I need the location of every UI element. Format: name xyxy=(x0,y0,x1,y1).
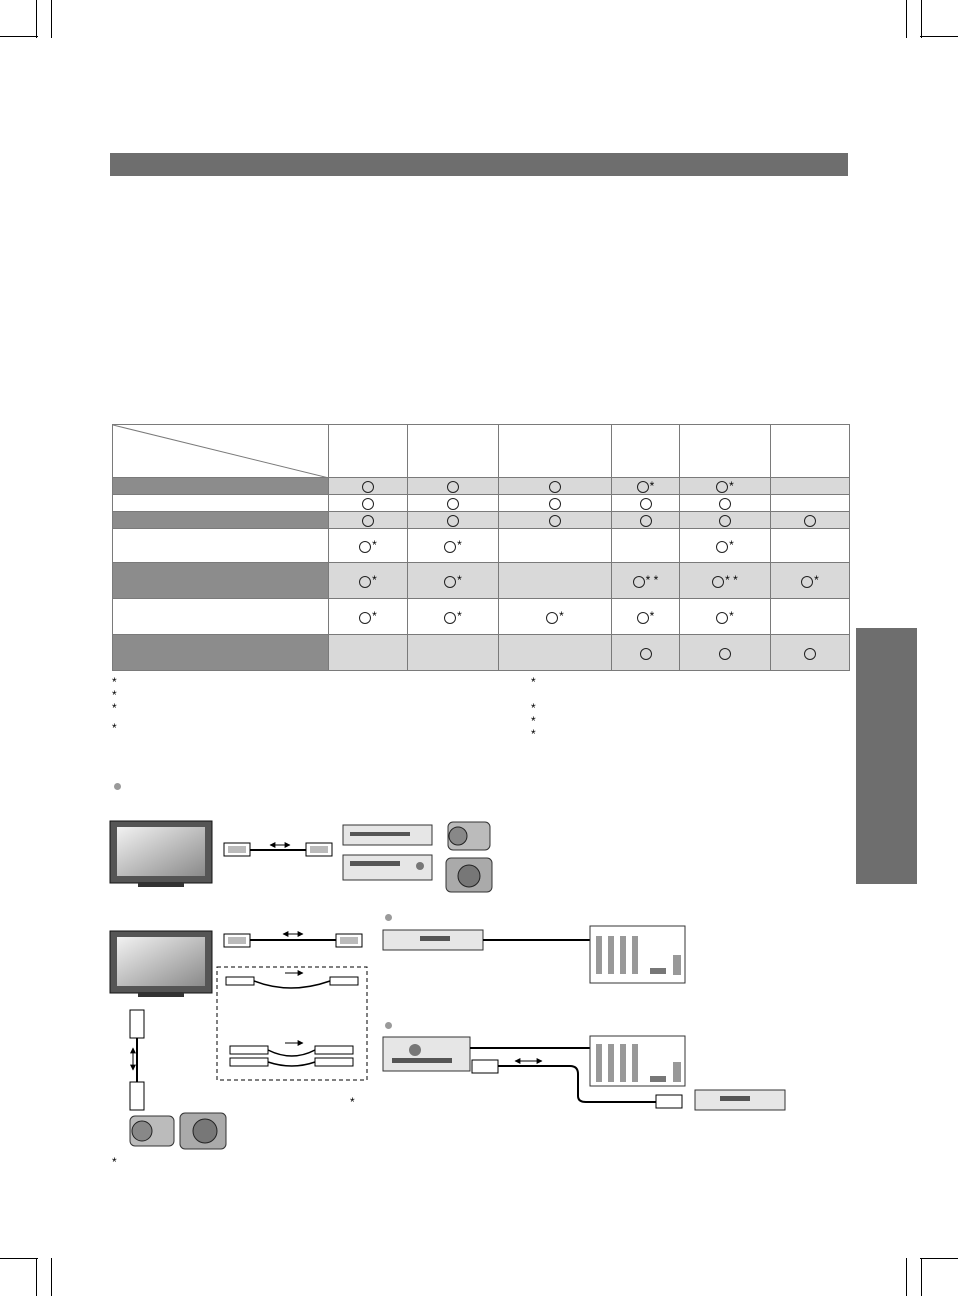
camcorder-icon xyxy=(130,1116,174,1146)
hdmi-plug-icon xyxy=(336,934,362,947)
asterisk-mark: * xyxy=(457,573,462,587)
asterisk-mark: * xyxy=(372,538,377,552)
speaker-system-icon xyxy=(590,1036,685,1086)
hdmi-plug-icon xyxy=(130,1082,144,1110)
camcorder-icon xyxy=(448,822,490,850)
bottom-footnote-mark: * xyxy=(112,1155,117,1169)
asterisk-mark: * xyxy=(559,609,564,623)
asterisk-mark: * xyxy=(729,478,734,493)
speaker-system-icon xyxy=(590,926,685,983)
asterisk-mark: * xyxy=(729,609,734,623)
asterisk-mark: * xyxy=(457,609,462,623)
hdmi-plug-icon xyxy=(224,843,250,856)
asterisk-mark: * xyxy=(814,573,819,587)
amplifier-icon xyxy=(383,1037,470,1071)
rca-plug-icon xyxy=(315,1046,353,1066)
footnote-mark: * xyxy=(112,721,117,735)
footnote-mark: * xyxy=(531,675,536,689)
recorder-icon xyxy=(383,930,483,950)
tv-icon xyxy=(110,821,212,887)
hdmi-plug-icon xyxy=(656,1095,682,1108)
asterisk-mark: * xyxy=(372,609,377,623)
camera-icon xyxy=(446,858,492,892)
rca-plug-icon xyxy=(226,977,254,985)
hdmi-plug-icon xyxy=(306,843,332,856)
footnote-mark: * xyxy=(112,688,117,702)
asterisk-mark: * * xyxy=(645,573,659,587)
camera-icon xyxy=(180,1113,226,1149)
asterisk-mark: * xyxy=(372,573,377,587)
hdmi-plug-icon xyxy=(130,1010,144,1038)
footnote-mark: * xyxy=(531,701,536,715)
asterisk-mark: * xyxy=(649,609,655,623)
footnote-mark: * xyxy=(531,714,536,728)
recorder-icon xyxy=(343,825,432,880)
asterisk-mark: * * xyxy=(725,573,738,587)
rca-plug-icon xyxy=(230,1046,268,1066)
footnote-mark: * xyxy=(531,727,536,741)
tv-icon xyxy=(110,931,212,997)
hdmi-plug-icon xyxy=(472,1060,498,1073)
rca-plug-icon xyxy=(330,977,358,985)
asterisk-mark: * xyxy=(649,478,655,493)
footnote-mark: * xyxy=(112,675,117,689)
recorder-icon xyxy=(695,1090,785,1110)
footnote-mark: * xyxy=(112,701,117,715)
hdmi-plug-icon xyxy=(224,934,250,947)
diagram-footnote-mark: * xyxy=(350,1095,355,1109)
asterisk-mark: * xyxy=(729,538,734,552)
asterisk-mark: * xyxy=(457,538,462,552)
